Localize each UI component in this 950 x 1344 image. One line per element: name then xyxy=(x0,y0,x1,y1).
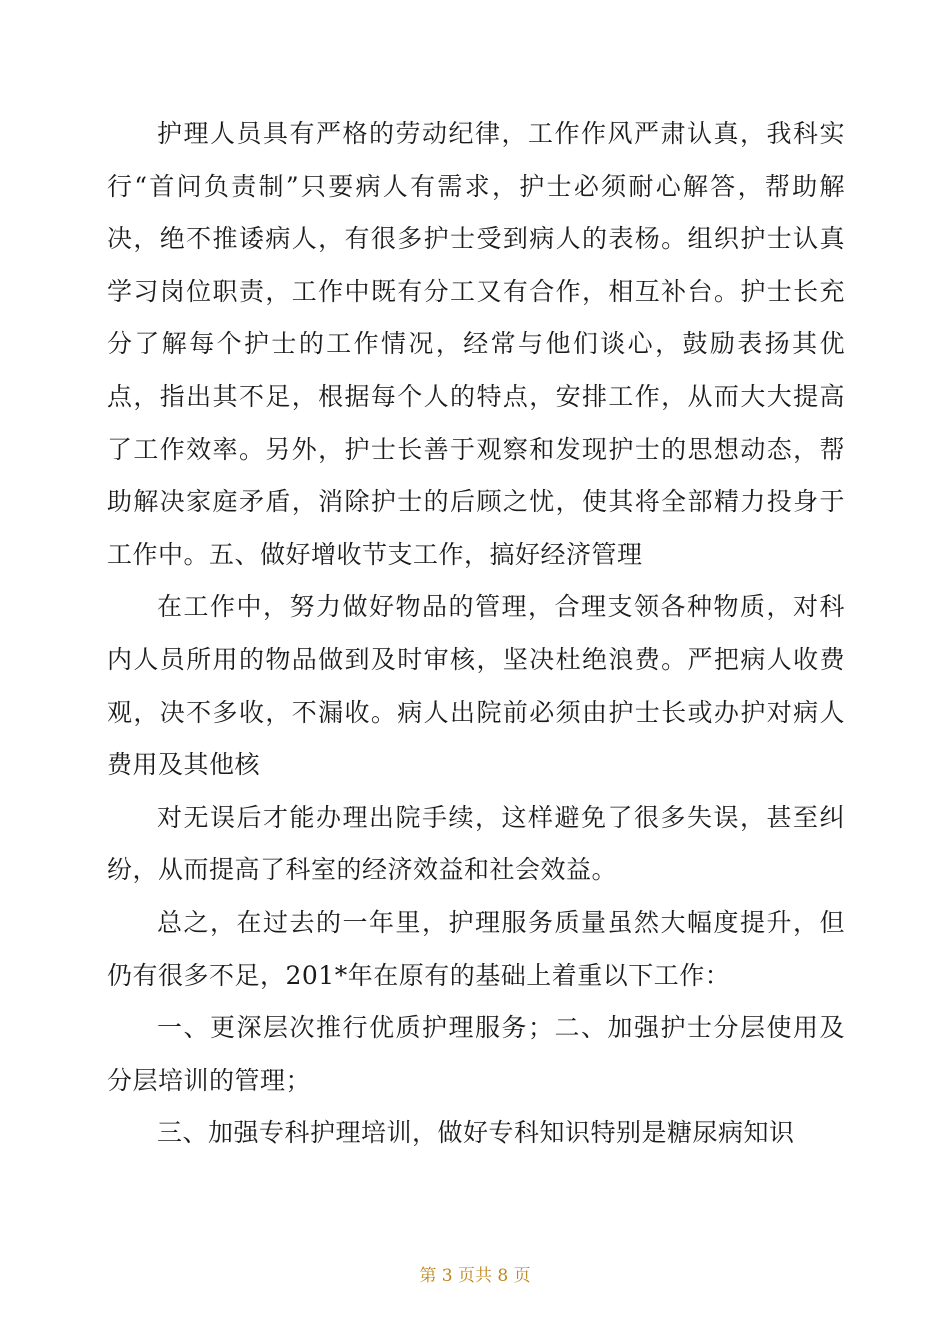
paragraph: 对无误后才能办理出院手续，这样避免了很多失误，甚至纠纷，从而提高了科室的经济效益和社会效益。 xyxy=(107,802,845,885)
paragraph: 三、加强专科护理培训，做好专科知识特别是糖尿病知识 xyxy=(157,1118,795,1148)
document-body xyxy=(107,108,845,1160)
paragraph: 在工作中，努力做好物品的管理，合理支领各种物质，对科内人员所用的物品做到及时审核，坚决杜绝浪费。严把病人收费观，决不多收，不漏收。病人出院前必须由护士长或办护对病人费用及其他核 xyxy=(107,592,845,780)
page-number-footer: 第 3 页共 8 页 xyxy=(419,1266,531,1286)
paragraph: 一、更深层次推行优质护理服务；二、加强护士分层使用及分层培训的管理； xyxy=(107,1013,845,1095)
paragraph: 护理人员具有严格的劳动纪律，工作作风严肃认真，我科实行“首问负责制”只要病人有需求，护士必须耐心解答，帮助解决，绝不推诿病人，有很多护士受到病人的表杨。组织护士认真学习岗位职责，工作中既有分工又有合作，相互补台。护士长充分了解每个护士的工作情况，经常与他们谈心，鼓励表扬其优点，指出其不足，根据每个人的特点，安排工作，从而大大提高了工作效率。另外，护士长善于观察和发现护士的思想动态，帮助解决家庭矛盾，消除护士的后顾之忧，使其将全部精力投身于工作中。五、做好增收节支工作，搞好经济管理 xyxy=(107,119,845,569)
paragraph: 总之，在过去的一年里，护理服务质量虽然大幅度提升，但仍有很多不足，201*年在原有的基础上着重以下工作： xyxy=(107,907,845,990)
